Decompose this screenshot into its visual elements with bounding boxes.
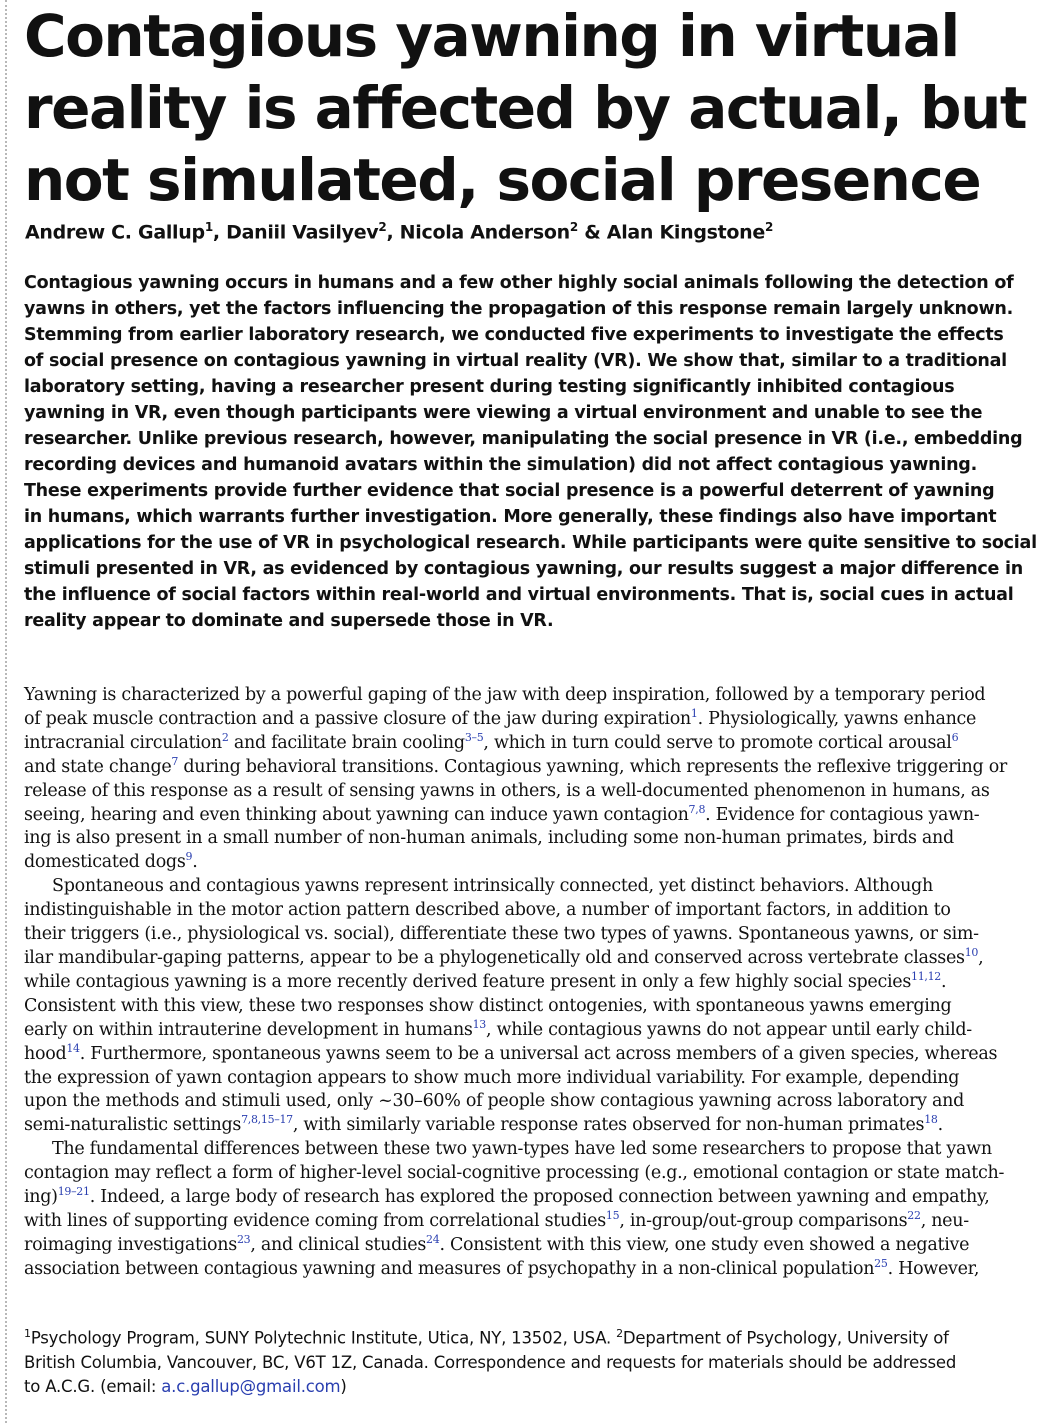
body-text-run: upon the methods and stimuli used, only ~30–60% of people show contagious yawning across laboratory and xyxy=(24,1091,964,1112)
article-title: Contagious yawning in virtual reality is affected by actual, but not simulated, social presence xyxy=(24,2,1027,214)
body-line xyxy=(24,732,1034,756)
citation-link[interactable]: 11,12 xyxy=(911,970,942,984)
citation-link[interactable]: 7,8,15–17 xyxy=(241,1113,293,1127)
citation-link[interactable]: 22 xyxy=(907,1209,921,1223)
body-text-run: . Physiologically, yawns enhance xyxy=(697,708,977,729)
citation-link[interactable]: 10 xyxy=(964,946,979,960)
body-line xyxy=(24,995,1034,1019)
citation-link[interactable]: 13 xyxy=(472,1017,487,1031)
abstract-line: researcher. Unlike previous research, however, manipulating the social presence in VR (i.e., embedding xyxy=(24,429,1023,449)
body-text-run: domesticated dogs xyxy=(24,852,186,873)
abstract-line: Stemming from earlier laboratory research, we conducted five experiments to investigate the effects xyxy=(24,325,1004,345)
body-text-run: The fundamental differences between these two yawn-types have led some researchers to propose that yawn xyxy=(52,1139,992,1160)
footnote-line-2: British Columbia, Vancouver, BC, V6T 1Z, Canada. Correspondence and requests for materials should be addressed xyxy=(24,1352,957,1372)
citation-link[interactable]: 3–5 xyxy=(464,730,484,744)
citation-link[interactable]: 19–21 xyxy=(57,1185,90,1199)
body-line xyxy=(24,780,1034,804)
affiliation-mark: 1 xyxy=(24,1327,31,1340)
citation-link[interactable]: 14 xyxy=(66,1041,80,1055)
body-line xyxy=(24,923,1034,947)
citation-link[interactable]: 7,8 xyxy=(688,802,706,816)
abstract xyxy=(24,270,1037,634)
abstract-line: Contagious yawning occurs in humans and a few other highly social animals following the detection of xyxy=(24,273,1014,293)
citation-link[interactable]: 25 xyxy=(874,1256,888,1270)
author-name: Alan Kingstone xyxy=(606,221,765,244)
citation-link[interactable]: 15 xyxy=(605,1209,620,1223)
body-text-run: intracranial circulation xyxy=(24,732,222,753)
author-name: Daniil Vasilyev xyxy=(226,221,379,244)
body-text-run: , xyxy=(978,947,984,968)
footnote-line-1 xyxy=(24,1322,1034,1351)
author-affiliation-mark: 2 xyxy=(569,220,578,234)
body-line xyxy=(24,804,1034,828)
body-text-run: and state change xyxy=(24,756,172,777)
abstract-line: reality appear to dominate and supersede those in VR. xyxy=(24,611,554,631)
body-text-run: during behavioral transitions. Contagious yawning, which represents the reflexive triggering or xyxy=(178,756,1007,777)
body-line xyxy=(24,947,1034,971)
body-text-run: , in-group/out-group comparisons xyxy=(619,1210,908,1231)
body-line xyxy=(24,851,1034,875)
body-text-run: ing) xyxy=(24,1187,58,1208)
main-body-text xyxy=(24,684,1034,1282)
affiliation-1-text: Psychology Program, SUNY Polytechnic Institute, Utica, NY, 13502, USA. xyxy=(30,1328,617,1348)
body-text-run: . xyxy=(941,971,947,992)
affiliation-2-text: Department of Psychology, University of xyxy=(622,1328,949,1348)
body-text-run: while contagious yawning is a more recently derived feature present in only a few highly social species xyxy=(24,971,912,992)
body-text-run: roimaging investigations xyxy=(24,1234,237,1255)
body-line xyxy=(24,756,1034,780)
body-text-run: . xyxy=(937,1115,943,1136)
body-text-run: Consistent with this view, these two responses show distinct ontogenies, with spontaneous yawns emerging xyxy=(24,995,952,1016)
correspondence-prefix: to A.C.G. (email: xyxy=(24,1376,162,1396)
body-text-run: their triggers (i.e., physiological vs. social), differentiate these two types of yawns. Spontaneous yawns, or sim- xyxy=(24,924,979,945)
correspondence-email-link[interactable]: a.c.gallup@gmail.com xyxy=(161,1376,341,1396)
body-line xyxy=(24,1090,1034,1114)
abstract-line: laboratory setting, having a researcher present during testing significantly inhibited contagious xyxy=(24,377,955,397)
body-text-run: . xyxy=(192,852,198,873)
body-text-run: contagion may reflect a form of higher-level social-cognitive processing (e.g., emotional contagion or state match- xyxy=(24,1163,1005,1184)
body-text-run: , which in turn could serve to promote cortical arousal xyxy=(483,732,952,753)
body-text-run: with lines of supporting evidence coming from correlational studies xyxy=(24,1210,606,1231)
body-text-run: early on within intrauterine development in humans xyxy=(24,1019,473,1040)
body-text-run: , neu- xyxy=(920,1210,969,1231)
affiliation-mark: 2 xyxy=(616,1327,623,1340)
abstract-line: applications for the use of VR in psychological research. While participants were quite sensitive to social xyxy=(24,533,1037,553)
abstract-line: yawning in VR, even though participants were viewing a virtual environment and unable to see the xyxy=(24,403,983,423)
body-line xyxy=(24,899,1034,923)
citation-link[interactable]: 1 xyxy=(690,707,698,721)
body-line xyxy=(24,1043,1034,1067)
author-separator: & xyxy=(577,221,607,244)
body-line xyxy=(24,708,1034,732)
citation-link[interactable]: 18 xyxy=(924,1113,938,1127)
body-line xyxy=(24,684,1034,708)
body-text-run: the expression of yawn contagion appears to show much more individual variability. For example, depending xyxy=(24,1067,960,1088)
footnote-line-3 xyxy=(24,1375,1034,1399)
body-line xyxy=(24,1234,1034,1258)
citation-link[interactable]: 23 xyxy=(236,1233,251,1247)
abstract-line: These experiments provide further evidence that social presence is a powerful deterrent of yawning xyxy=(24,481,995,501)
abstract-line: in humans, which warrants further investigation. More generally, these findings also have important xyxy=(24,507,997,527)
body-line xyxy=(24,1162,1034,1186)
body-text-run: hood xyxy=(24,1043,67,1064)
citation-link[interactable]: 7 xyxy=(171,754,179,768)
body-line xyxy=(24,1210,1034,1234)
body-line xyxy=(24,1186,1034,1210)
abstract-line: yawns in others, yet the factors influencing the propagation of this response remain largely unknown. xyxy=(24,299,1013,319)
abstract-line: of social presence on contagious yawning in virtual reality (VR). We show that, similar to a traditional xyxy=(24,351,1007,371)
abstract-line: recording devices and humanoid avatars within the simulation) did not affect contagious yawning. xyxy=(24,455,977,475)
body-text-run: indistinguishable in the motor action pattern described above, a number of important factors, in addition to xyxy=(24,900,951,921)
author-name: Nicola Anderson xyxy=(399,221,570,244)
body-line xyxy=(24,827,1034,851)
author-name: Andrew C. Gallup xyxy=(25,221,205,244)
body-text-run: , while contagious yawns do not appear until early child- xyxy=(486,1019,972,1040)
body-text-run: ing is also present in a small number of non-human animals, including some non-human primates, birds and xyxy=(24,828,954,849)
body-text-run: , with similarly variable response rates observed for non-human primates xyxy=(292,1115,925,1136)
body-line xyxy=(24,1138,1034,1162)
body-line xyxy=(24,1114,1034,1138)
abstract-line: stimuli presented in VR, as evidenced by contagious yawning, our results suggest a major difference in xyxy=(24,559,1023,579)
author-affiliation-mark: 1 xyxy=(204,220,213,234)
body-text-run: semi-naturalistic settings xyxy=(24,1115,242,1136)
body-text-run: and facilitate brain cooling xyxy=(228,732,465,753)
author-separator: , xyxy=(386,221,400,244)
author-separator: , xyxy=(212,221,227,244)
citation-link[interactable]: 24 xyxy=(426,1233,440,1247)
citation-link[interactable]: 6 xyxy=(951,730,959,744)
body-text-run: . Furthermore, spontaneous yawns seem to be a universal act across members of a given species, whereas xyxy=(79,1043,998,1064)
affiliations-footnote xyxy=(24,1322,1034,1399)
body-text-run: association between contagious yawning and measures of psychopathy in a non-clinical population xyxy=(24,1258,875,1279)
body-line xyxy=(24,971,1034,995)
citation-link[interactable]: 2 xyxy=(221,730,229,744)
author-affiliation-mark: 2 xyxy=(765,220,774,234)
body-line xyxy=(24,875,1034,899)
abstract-line: the influence of social factors within real-world and virtual environments. That is, social cues in actual xyxy=(24,585,1014,605)
author-list xyxy=(25,220,1025,243)
body-text-run: . Indeed, a large body of research has explored the proposed connection between yawning and empathy, xyxy=(89,1187,990,1208)
body-text-run: of peak muscle contraction and a passive closure of the jaw during expiration xyxy=(24,708,691,729)
body-line xyxy=(24,1258,1034,1282)
body-text-run: . Consistent with this view, one study even showed a negative xyxy=(439,1234,970,1255)
body-text-run: Spontaneous and contagious yawns represent intrinsically connected, yet distinct behaviors. Although xyxy=(52,876,933,897)
body-text-run: . Evidence for contagious yawn- xyxy=(705,804,980,825)
body-text-run: ilar mandibular-gaping patterns, appear to be a phylogenetically old and conserved across vertebrate classes xyxy=(24,947,965,968)
body-line xyxy=(24,1067,1034,1091)
author-affiliation-mark: 2 xyxy=(378,220,387,234)
body-line xyxy=(24,1019,1034,1043)
body-text-run: release of this response as a result of sensing yawns in others, is a well-documented phenomenon in humans, as xyxy=(24,780,990,801)
body-text-run: seeing, hearing and even thinking about yawning can induce yawn contagion xyxy=(24,804,689,825)
correspondence-suffix: ) xyxy=(340,1376,347,1396)
body-text-run: Yawning is characterized by a powerful gaping of the jaw with deep inspiration, followed by a temporary period xyxy=(24,685,986,705)
body-text-run: . However, xyxy=(887,1258,980,1279)
citation-link[interactable]: 9 xyxy=(185,850,193,864)
page-margin-dotted-line xyxy=(5,0,7,1423)
body-text-run: , and clinical studies xyxy=(250,1234,427,1255)
